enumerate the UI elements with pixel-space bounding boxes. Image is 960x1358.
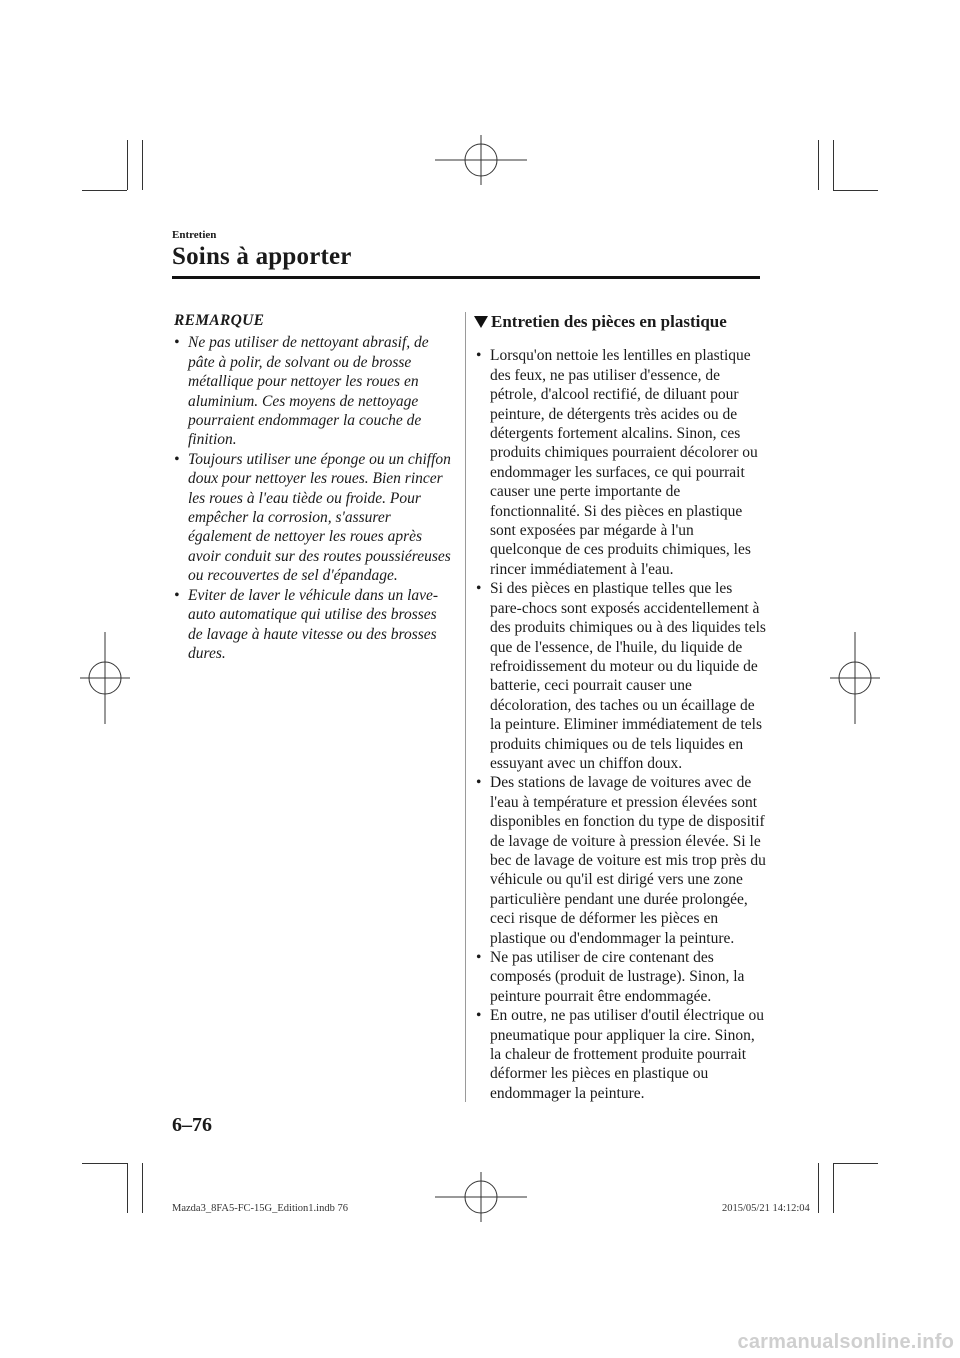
bullet-icon: • bbox=[174, 586, 180, 604]
note-heading: REMARQUE bbox=[174, 312, 265, 329]
registration-mark-right bbox=[830, 632, 880, 724]
title-rule bbox=[172, 276, 760, 279]
list-item bbox=[172, 586, 454, 664]
list-item bbox=[474, 579, 766, 773]
file-info: Mazda3_8FA5-FC-15G_Edition1.indb 76 bbox=[172, 1203, 348, 1214]
plastic-parts-section bbox=[474, 312, 766, 1103]
note-block bbox=[172, 311, 454, 663]
print-date: 2015/05/21 14:12:04 bbox=[722, 1203, 810, 1214]
bullet-icon: • bbox=[476, 1007, 482, 1025]
list-item bbox=[172, 450, 454, 586]
bullet-icon: • bbox=[174, 450, 180, 468]
watermark[interactable]: carmanualsonline.info bbox=[737, 1331, 954, 1353]
bullet-icon: • bbox=[476, 949, 482, 966]
bullet-icon: • bbox=[476, 347, 482, 365]
list-item-text: Toujours utiliser une éponge ou un chiffon doux pour nettoyer les roues. Bien rincer les roues à l'eau tiède ou froide. Pour empêcher la corrosion, s'assurer également de nettoyer les roues après avoir conduit sur des routes poussiéreuses ou recouvertes de sel d'épandage. bbox=[188, 450, 451, 585]
bullet-icon: • bbox=[476, 774, 482, 792]
list-item-text: Eviter de laver le véhicule dans un lave-auto automatique qui utilise des brosses de lavage à haute vitesse ou des brosses dures. bbox=[188, 586, 439, 662]
triangle-down-icon bbox=[474, 316, 488, 328]
section-label: Entretien bbox=[172, 229, 217, 241]
registration-mark-bottom bbox=[435, 1172, 527, 1222]
section-heading bbox=[474, 312, 766, 331]
section-heading-text: Entretien des pièces en plastique bbox=[491, 312, 727, 331]
page-number: 6–76 bbox=[172, 1114, 212, 1136]
list-item bbox=[474, 773, 766, 948]
list-item bbox=[172, 333, 454, 449]
list-item bbox=[474, 1006, 766, 1103]
list-item-text: Ne pas utiliser de cire contenant des composés (produit de lustrage). Sinon, la peinture pourrait être endommagée. bbox=[490, 949, 745, 1005]
note-list bbox=[172, 333, 454, 663]
bullet-icon: • bbox=[476, 580, 482, 598]
list-item bbox=[474, 948, 766, 1006]
list-item-text: En outre, ne pas utiliser d'outil électrique ou pneumatique pour appliquer la cire. Sinon, la chaleur de frottement produite pourrait déformer les pièces en plastique ou endommager la peinture. bbox=[490, 1007, 764, 1102]
registration-mark-left bbox=[80, 632, 130, 724]
column-divider bbox=[465, 312, 466, 1102]
list-item-text: Des stations de lavage de voitures avec de l'eau à température et pression élevées sont disponibles en fonction du type de dispositif de lavage de voiture à pression élevée. Si le bec de lavage de voiture est mis trop près du véhicule ou qu'il est dirigé vers une zone particulière pendant une durée prolongée, ceci risque de déformer les pièces en plastique ou d'endommager la peinture. bbox=[490, 774, 766, 947]
bullet-icon: • bbox=[174, 334, 180, 352]
list-item bbox=[474, 346, 766, 579]
list-item-text: Lorsqu'on nettoie les lentilles en plastique des feux, ne pas utiliser d'essence, de pétrole, d'alcool rectifié, de diluant pour peinture, de détergents très acides ou de détergents fortement alcalins. Sinon, ces produits chimiques pourraient décolorer ou endommager les surfaces, ce qui pourrait causer une perte importante de fonctionnalité. Si des pièces en plastique sont exposées par mégarde à l'un quelconque de ces produits chimiques, les rincer immédiatement à l'eau. bbox=[490, 347, 758, 578]
page-title: Soins à apporter bbox=[172, 243, 352, 270]
plastic-care-list bbox=[474, 346, 766, 1103]
registration-mark-top bbox=[435, 135, 527, 185]
list-item-text: Si des pièces en plastique telles que les pare-chocs sont exposés accidentellement à des produits chimiques ou à des liquides tels que de l'essence, de l'huile, du liquide de refroidissement du moteur ou du liquide de batterie, ceci pourrait causer une décoloration, des taches ou un écaillage de la peinture. Eliminer immédiatement de tels produits chimiques ou de tels liquides en essuyant avec un chiffon doux. bbox=[490, 580, 766, 772]
list-item-text: Ne pas utiliser de nettoyant abrasif, de pâte à polir, de solvant ou de brosse métallique pour nettoyer les roues en aluminium. Ces moyens de nettoyage pourraient endommager la couche de finition. bbox=[188, 334, 429, 449]
